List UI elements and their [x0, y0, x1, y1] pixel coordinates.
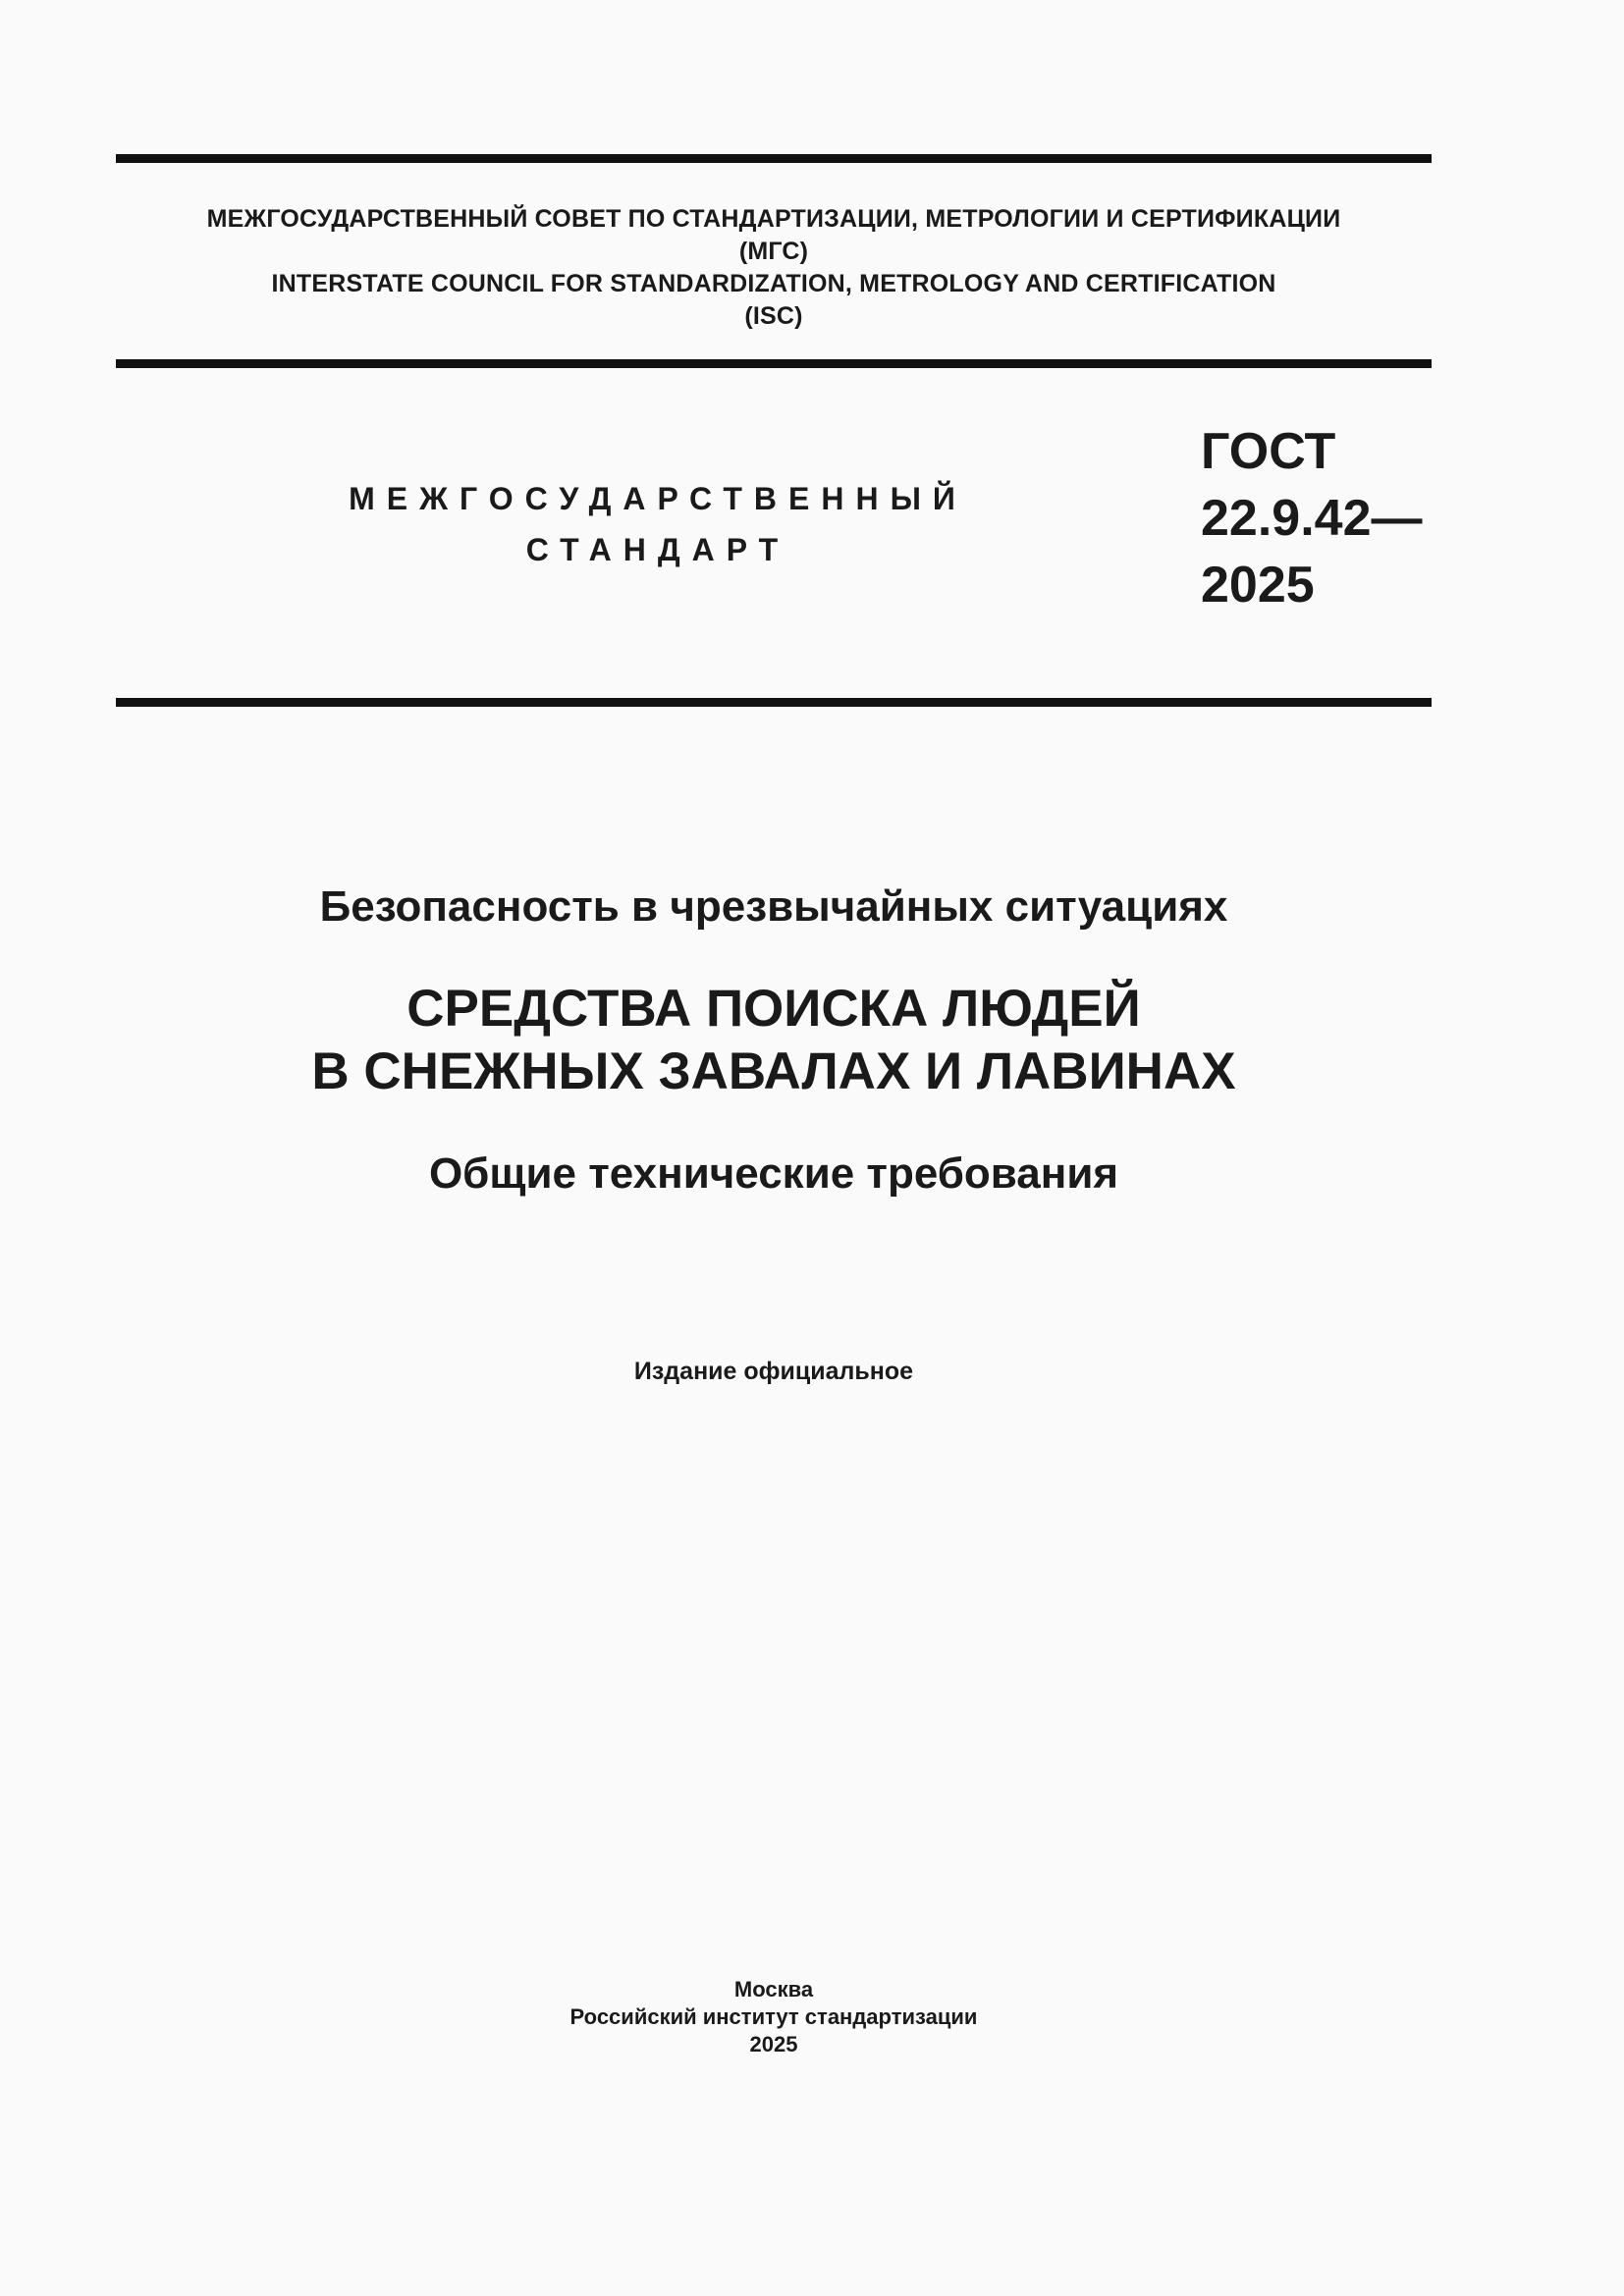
designation-line3: 2025: [1201, 557, 1315, 614]
main-title: [116, 978, 1432, 1103]
council-header: [116, 203, 1432, 333]
edition-label: Издание официальное: [633, 1358, 914, 1385]
standard-type: [334, 473, 982, 575]
designation-line1: ГОСТ: [1201, 423, 1336, 480]
imprint-year: 2025: [749, 2032, 798, 2056]
imprint: [116, 1976, 1432, 2058]
top-rule: [116, 154, 1432, 163]
standard-type-line1: МЕЖГОСУДАРСТВЕННЫЙ: [349, 481, 967, 516]
general-title: Безопасность в чрезвычайных ситуациях: [319, 882, 1228, 931]
standard-type-line2: СТАНДАРТ: [525, 532, 790, 567]
standard-designation: [1201, 418, 1423, 618]
council-abbr-ru: (МГС): [738, 238, 809, 265]
imprint-publisher: Российский институт стандартизации: [569, 2004, 978, 2029]
designation-divider-rule: [116, 698, 1432, 707]
header-divider-rule: [116, 359, 1432, 368]
council-name-ru: МЕЖГОСУДАРСТВЕННЫЙ СОВЕТ ПО СТАНДАРТИЗАЦИИ, МЕТРОЛОГИИ И СЕРТИФИКАЦИИ: [206, 205, 1341, 233]
council-abbr-en: (ISC): [744, 302, 803, 330]
imprint-city: Москва: [733, 1977, 814, 2002]
designation-line2: 22.9.42—: [1201, 490, 1423, 547]
main-title-line1: СРЕДСТВА ПОИСКА ЛЮДЕЙ: [406, 980, 1141, 1038]
main-title-line2: В СНЕЖНЫХ ЗАВАЛАХ И ЛАВИНАХ: [311, 1042, 1236, 1100]
subtitle: Общие технические требования: [428, 1149, 1119, 1198]
council-name-en: INTERSTATE COUNCIL FOR STANDARDIZATION, METROLOGY AND CERTIFICATION: [271, 270, 1276, 297]
